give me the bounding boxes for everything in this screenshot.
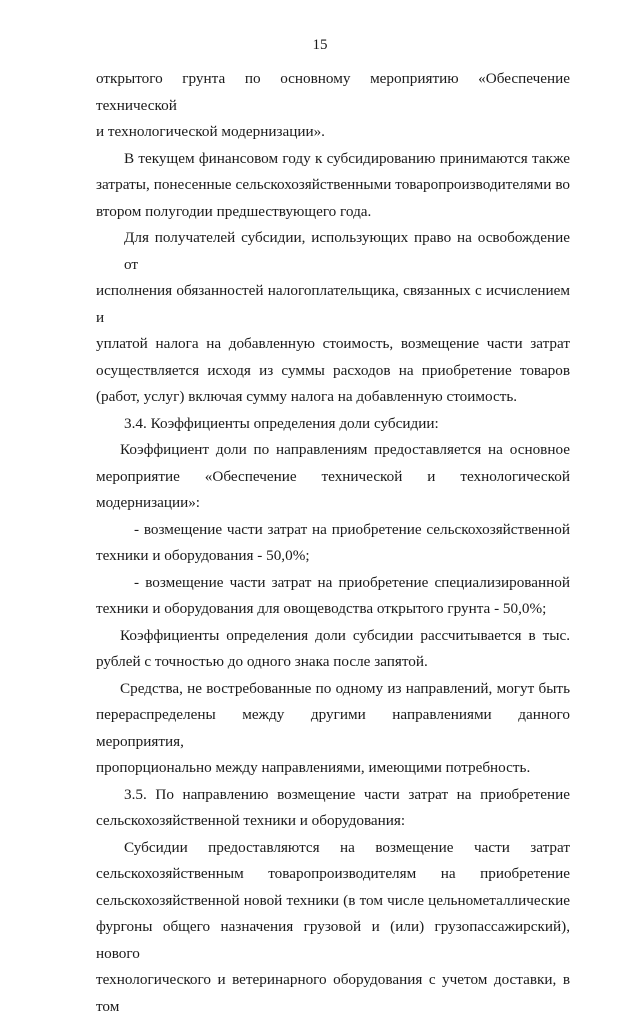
text-line: техники и оборудования - 50,0%; [96,547,310,564]
text-line: втором полугодии предшествующего года. [96,202,372,220]
text-line: и технологической модернизации». [96,123,325,140]
text-line: (работ, услуг) включая сумму налога на добавленную стоимость. [96,388,518,405]
text-line: перераспределены между другими направлениями данного мероприятия, [96,706,570,750]
text-line: мероприятие «Обеспечение технической и технологической [96,467,570,485]
text-line: Коэффициенты определения доли субсидии рассчитывается в тыс. [120,626,570,644]
text-line: осуществляется исходя из суммы расходов на приобретение товаров [96,361,570,379]
text-line: 3.4. Коэффициенты определения доли субсидии: [124,414,439,432]
text-line: пропорционально между направлениями, имеющими потребность. [96,759,531,776]
text-line: сельскохозяйственным товаропроизводителям на приобретение [96,865,570,882]
text-line: фургоны общего назначения грузовой и (или) грузопассажирский), нового [96,918,570,962]
text-line: технологического и ветеринарного оборудования с учетом доставки, в том [96,971,570,1015]
text-line: В текущем финансовом году к субсидированию принимаются также [124,149,570,167]
text-line: затраты, понесенные сельскохозяйственными товаропроизводителями во [96,176,570,193]
text-line: уплатой налога на добавленную стоимость, возмещение части затрат [96,335,570,352]
document-body [96,66,570,1020]
text-line: рублей с точностью до одного знака после запятой. [96,653,428,670]
text-line: сельскохозяйственной новой техники (в том числе цельнометаллические [96,891,570,909]
text-line: модернизации»: [96,494,201,511]
text-line: исполнения обязанностей налогоплательщика, связанных с исчислением и [96,282,570,326]
text-line: открытого грунта по основному мероприятию «Обеспечение технической [96,70,570,114]
page-number: 15 [312,37,328,53]
text-line: - возмещение части затрат на приобретение сельскохозяйственной [134,520,570,538]
text-line: техники и оборудования для овощеводства открытого грунта - 50,0%; [96,600,547,617]
text-line: Средства, не востребованные по одному из направлений, могут быть [120,679,570,697]
text-line: Субсидии предоставляются на возмещение части затрат [124,838,570,856]
text-line: Коэффициент доли по направлениям предоставляется на основное [120,441,570,458]
text-line: 3.5. По направлению возмещение части затрат на приобретение [124,785,570,803]
text-line: Для получателей субсидии, использующих право на освобождение от [124,229,570,273]
text-line: сельскохозяйственной техники и оборудования: [96,812,406,829]
text-line: - возмещение части затрат на приобретение специализированной [134,573,570,591]
